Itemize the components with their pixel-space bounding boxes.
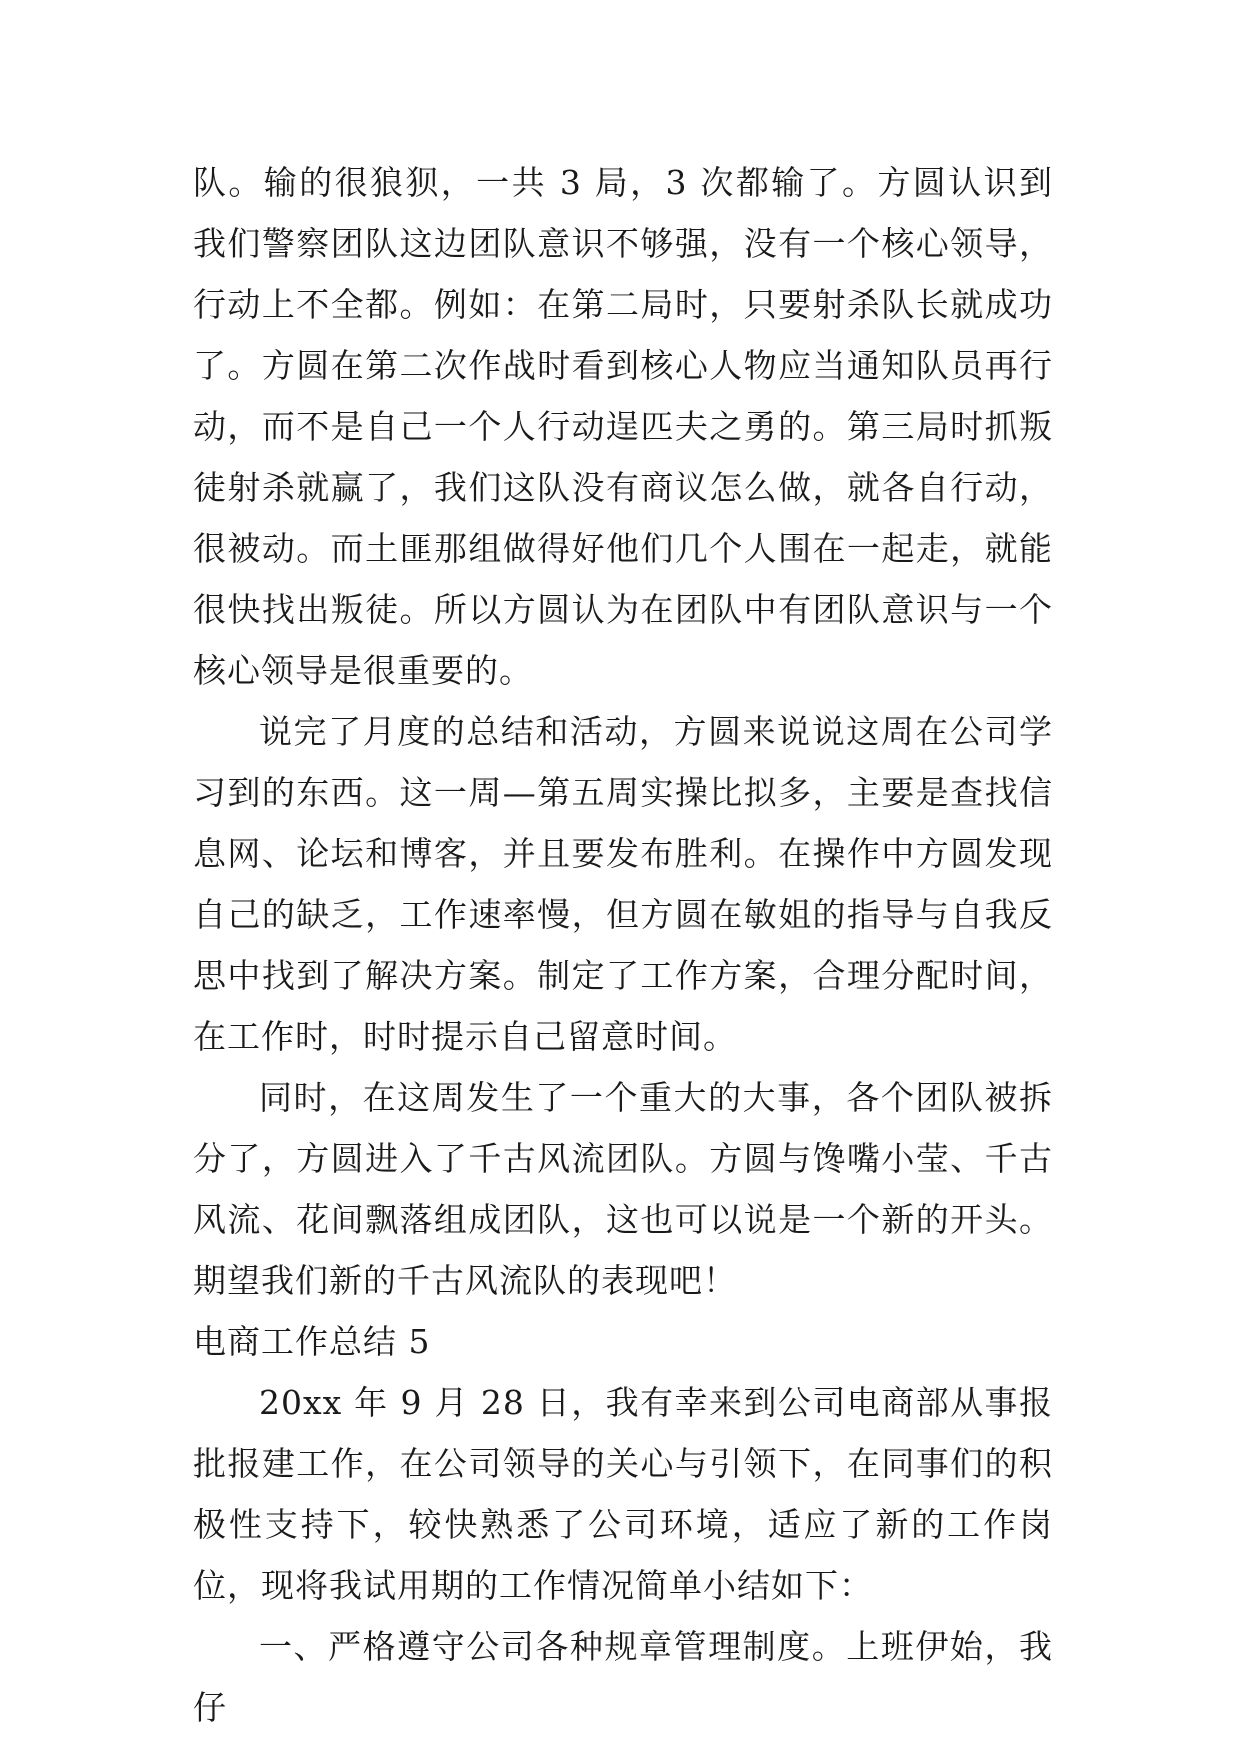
- paragraph-team-reorganization: 同时，在这周发生了一个重大的大事，各个团队被拆分了，方圆进入了千古风流团队。方圆与馋嘴小莹、千古风流、花间飘落组成团队，这也可以说是一个新的开头。期望我们新的千古风流队的表现吧！: [193, 1078, 1053, 1300]
- section-heading: 电商工作总结 5: [193, 1322, 431, 1361]
- paragraph-team-review: 队。输的很狼狈，一共 3 局，3 次都输了。方圆认识到我们警察团队这边团队意识不够强，没有一个核心领导，行动上不全都。例如：在第二局时，只要射杀队长就成功了。方圆在第二次作战时看到核心人物应当通知队员再行动，而不是自己一个人行动逞匹夫之勇的。第三局时抓叛徒射杀就赢了，我们这队没有商议怎么做，就各自行动，很被动。而土匪那组做得好他们几个人围在一起走，就能很快找出叛徒。所以方圆认为在团队中有团队意识与一个核心领导是很重要的。: [193, 163, 1053, 690]
- paragraph-weekly-learning: 说完了月度的总结和活动，方圆来说说这周在公司学习到的东西。这一周—第五周实操比拟多，主要是查找信息网、论坛和博客，并且要发布胜利。在操作中方圆发现自己的缺乏，工作速率慢，但方圆在敏姐的指导与自我反思中找到了解决方案。制定了工作方案，合理分配时间，在工作时，时时提示自己留意时间。: [193, 712, 1053, 1056]
- document-body: [193, 152, 1053, 1738]
- paragraph-rules-compliance: 一、严格遵守公司各种规章管理制度。上班伊始，我仔: [193, 1627, 1053, 1727]
- paragraph-probation-intro: 20xx 年 9 月 28 日，我有幸来到公司电商部从事报批报建工作，在公司领导的关心与引领下，在同事们的积极性支持下，较快熟悉了公司环境，适应了新的工作岗位，现将我试用期的工作情况简单小结如下：: [193, 1383, 1053, 1605]
